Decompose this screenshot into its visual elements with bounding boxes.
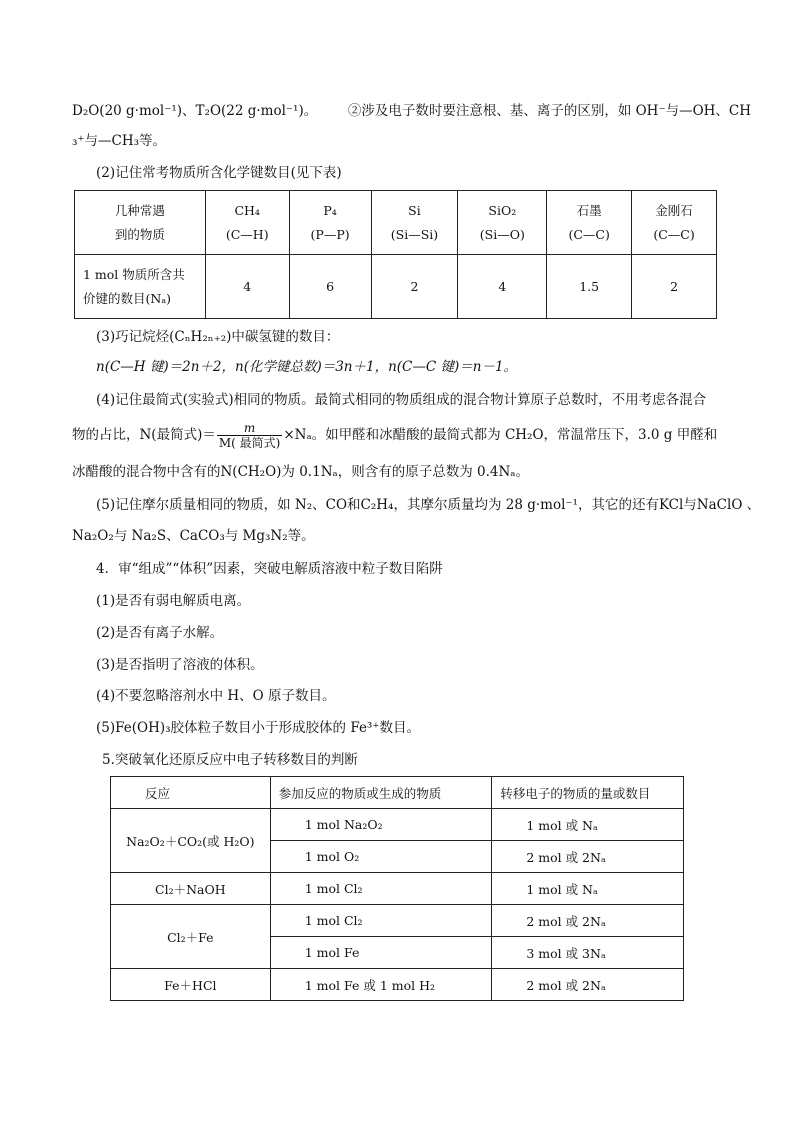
header-reaction: 反应 (111, 777, 271, 809)
substance-cell: 1 mol Cl₂ (270, 873, 492, 905)
transfer-cell: 1 mol 或 Nₐ (492, 809, 684, 841)
header-substance: 参加反应的物质或生成的物质 (270, 777, 492, 809)
substance-cell: Si (Si—Si) (371, 191, 458, 255)
section4-item: (2)是否有离子水解。 (96, 625, 224, 641)
intro-mass-line (72, 102, 751, 120)
substance-cell: 金刚石 (C—C) (632, 191, 717, 255)
molar-line-2: Na₂O₂与 Na₂S、CaCO₃与 Mg₃N₂等。 (72, 528, 315, 544)
bond-count-cell: 4 (205, 255, 289, 319)
bond-count-cell: 2 (632, 255, 717, 319)
section4-item: (4)不要忽略溶剂水中 H、O 原子数目。 (96, 688, 336, 704)
alkane-formula: n(C—H 键)＝2n＋2，n(化学键总数)＝3n＋1，n(C—C 键)＝n－1。 (96, 359, 518, 375)
substance-cell: 1 mol Fe 或 1 mol H₂ (270, 969, 492, 1001)
section4-item: (5)Fe(OH)₃胶体粒子数目小于形成胶体的 Fe³⁺数目。 (96, 720, 420, 736)
substance-cell: 1 mol O₂ (270, 841, 492, 873)
simplest-line-1: (4)记住最简式(实验式)相同的物质。最简式相同的物质组成的混合物计算原子总数时，不用考虑各混合 (96, 392, 707, 408)
reaction-cell: Fe＋HCl (111, 969, 271, 1001)
substance-cell: 1 mol Cl₂ (270, 905, 492, 937)
table-row (111, 873, 684, 905)
simplest-line-2-pre: 物的占比，N(最简式)＝ (72, 427, 216, 443)
table-row (111, 905, 684, 937)
bond-table-count-row (75, 255, 717, 319)
bond-header-line-2: 到的物质 (114, 226, 165, 242)
section4-item: (3)是否指明了溶液的体积。 (96, 657, 264, 673)
simplest-fraction (217, 421, 282, 451)
transfer-cell: 2 mol 或 2Nₐ (492, 969, 684, 1001)
row-label-line-2: 价键的数目(Nₐ) (83, 290, 172, 306)
bond-header-line-1: 几种常遇 (114, 202, 165, 218)
bond-section-heading: (2)记住常考物质所含化学键数目(见下表) (96, 165, 342, 181)
section4-item: (1)是否有弱电解质电离。 (96, 593, 251, 609)
intro-mass-text: D₂O(20 g·mol⁻¹)、T₂O(22 g·mol⁻¹)。 (72, 103, 318, 119)
simplest-line-2 (72, 418, 717, 452)
transfer-cell: 3 mol 或 3Nₐ (492, 937, 684, 969)
substance-cell: SiO₂ (Si—O) (458, 191, 547, 255)
fraction-numerator: m (217, 421, 282, 436)
simplest-line-3: 冰醋酸的混合物中含有的N(CH₂O)为 0.1Nₐ，则含有的原子总数为 0.4Nₐ。 (72, 464, 529, 480)
intro-point2-text: ②涉及电子数时要注意根、基、离子的区别，如 OH⁻与—OH、CH (347, 103, 752, 119)
table-row (111, 809, 684, 841)
substance-cell: 1 mol Fe (270, 937, 492, 969)
transfer-cell: 2 mol 或 2Nₐ (492, 905, 684, 937)
substance-cell: P₄ (P—P) (289, 191, 371, 255)
transfer-table-header-row (111, 777, 684, 809)
molar-line-1: (5)记住摩尔质量相同的物质，如 N₂、CO和C₂H₄，其摩尔质量均为 28 g·mol⁻¹，其它的还有KCl与NaClO 、 (96, 497, 761, 513)
bond-count-table (74, 190, 717, 319)
substance-cell: CH₄ (C—H) (205, 191, 289, 255)
bond-table-header-row (75, 191, 717, 255)
reaction-cell: Cl₂＋Fe (111, 905, 271, 969)
transfer-cell: 1 mol 或 Nₐ (492, 873, 684, 905)
bond-count-cell: 2 (371, 255, 458, 319)
simplest-line-2-post: ×Nₐ。如甲醛和冰醋酸的最简式都为 CH₂O，常温常压下，3.0 g 甲醛和 (283, 427, 718, 443)
reaction-cell: Na₂O₂＋CO₂(或 H₂O) (111, 809, 271, 873)
bond-count-cell: 6 (289, 255, 371, 319)
header-transfer: 转移电子的物质的量或数目 (492, 777, 684, 809)
section4-heading: 4．审“组成”“体积”因素，突破电解质溶液中粒子数目陷阱 (96, 561, 443, 577)
alkane-heading: (3)巧记烷烃(CₙH₂ₙ₊₂)中碳氢键的数目： (96, 329, 340, 345)
fraction-denominator: M( 最简式) (218, 435, 281, 450)
substance-cell: 石墨 (C—C) (547, 191, 632, 255)
electron-transfer-table (110, 776, 684, 1001)
transfer-cell: 2 mol 或 2Nₐ (492, 841, 684, 873)
bond-count-row-label (75, 255, 206, 319)
bond-table-corner (75, 191, 206, 255)
reaction-cell: Cl₂＋NaOH (111, 873, 271, 905)
bond-count-cell: 1.5 (547, 255, 632, 319)
table-row (111, 969, 684, 1001)
intro-point2-continued: ₃⁺与—CH₃等。 (72, 133, 167, 149)
bond-count-cell: 4 (458, 255, 547, 319)
substance-cell: 1 mol Na₂O₂ (270, 809, 492, 841)
row-label-line-1: 1 mol 物质所含共 (83, 266, 185, 282)
section5-heading: 5.突破氧化还原反应中电子转移数目的判断 (102, 752, 358, 768)
